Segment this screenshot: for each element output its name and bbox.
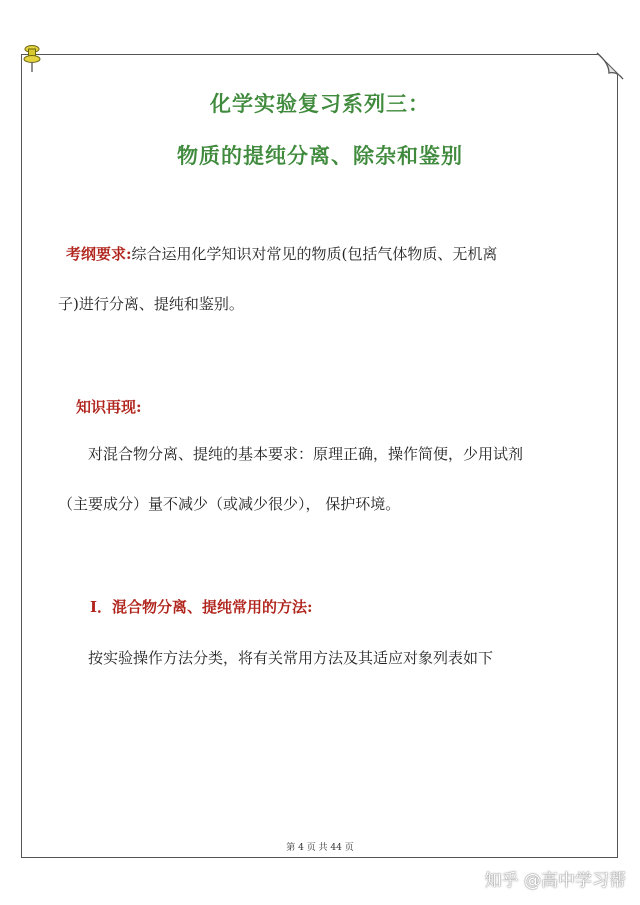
watermark: 知乎 @高中学习帮 (484, 871, 626, 891)
exam-requirement-line2: 子)进行分离、提纯和鉴别。 (58, 295, 244, 313)
exam-requirement-label: 考纲要求: (66, 245, 132, 263)
basic-requirement-line1: 对混合物分离、提纯的基本要求：原理正确，操作简便，少用试剂 (88, 445, 524, 463)
exam-requirement-text: 综合运用化学知识对常见的物质(包括气体物质、无机离 (131, 245, 498, 263)
pushpin-icon (22, 44, 42, 78)
basic-requirement-line2: （主要成分）量不减少（或减少很少）， 保护环境。 (58, 495, 401, 513)
knowledge-heading: 知识再现: (76, 398, 142, 416)
section1-heading: I．混合物分离、提纯常用的方法: (90, 598, 313, 616)
exam-requirement-line1 (66, 242, 596, 266)
page-footer: 第 4 页 共 44 页 (286, 843, 354, 853)
document-title-line1: 化学实验复习系列三： (210, 92, 430, 116)
document-title-line2: 物质的提纯分离、除杂和鉴别 (177, 144, 463, 168)
section1-text: 按实验操作方法分类，将有关常用方法及其适应对象列表如下 (88, 649, 494, 667)
